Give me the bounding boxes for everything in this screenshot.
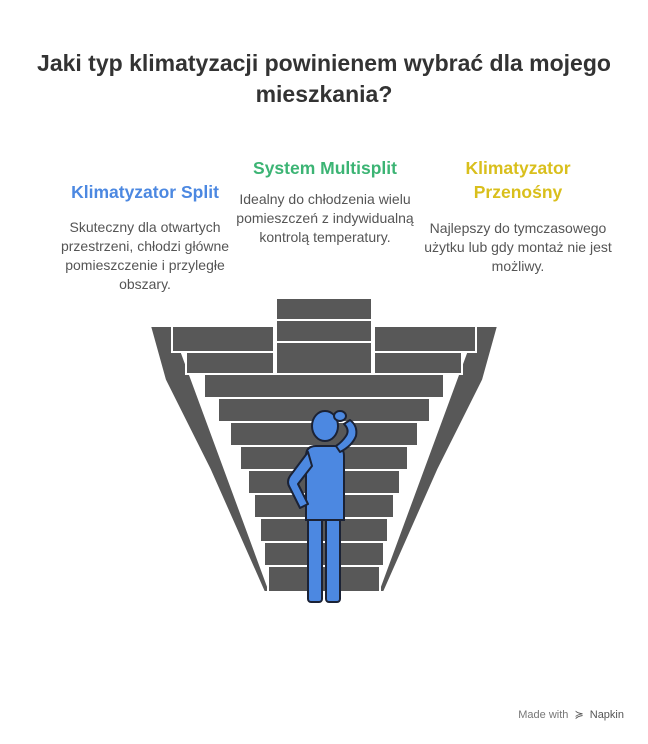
option-split-heading: Klimatyzator Split xyxy=(71,182,219,202)
option-split-description: Skuteczny dla otwartych przestrzeni, chłodzi główne pomieszczenie i przyległe obszary. xyxy=(60,219,230,292)
left-wing-step-2 xyxy=(186,352,274,374)
person-right-leg xyxy=(326,518,340,602)
center-tower-step-2 xyxy=(276,320,372,342)
title-line-1: Jaki typ klimatyzacji powinienem wybrać dla mojego xyxy=(37,50,611,76)
napkin-logo-icon: ≽ xyxy=(574,709,584,721)
person-hand xyxy=(334,411,346,421)
right-wing-step-2 xyxy=(374,352,462,374)
center-tower-step-3 xyxy=(276,342,372,374)
person-torso xyxy=(306,446,344,520)
option-portable-heading-line-2: Przenośny xyxy=(473,182,563,202)
stair-step-7 xyxy=(260,518,388,542)
option-portable-heading-line-1: Klimatyzator xyxy=(465,158,571,178)
stair-step-9 xyxy=(268,566,380,592)
stair-step-8 xyxy=(264,542,384,566)
option-portable-description: Najlepszy do tymczasowego użytku lub gdy montaż nie jest możliwy. xyxy=(424,220,612,274)
right-wing-step-1 xyxy=(374,326,476,352)
left-wing-step-1 xyxy=(172,326,274,352)
title-line-2: mieszkania? xyxy=(255,81,393,107)
option-multisplit-description: Idealny do chłodzenia wielu pomieszczeń z indywidualną kontrolą temperatury. xyxy=(236,191,414,245)
made-with-label: Made with xyxy=(518,709,569,721)
center-tower-step-1 xyxy=(276,298,372,320)
footer-credit xyxy=(518,708,624,721)
option-multisplit-heading: System Multisplit xyxy=(253,158,397,178)
person-left-leg xyxy=(308,518,322,602)
stair-step-1 xyxy=(204,374,444,398)
napkin-brand: Napkin xyxy=(589,709,624,721)
